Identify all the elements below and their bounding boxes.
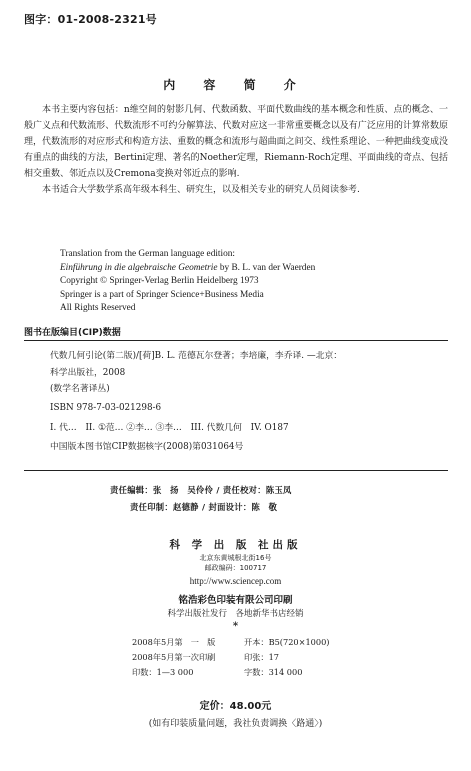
cip-classification: I. 代… II. ①范… ②李… ③李… III. 代数几何 IV. O187: [50, 423, 289, 433]
copyright-line: Copyright © Springer-Verlag Berlin Heidelberg 1973: [60, 276, 259, 286]
summary-paragraph-1: 本书主要内容包括：n维空间的射影几何、代数函数、平面代数曲线的基本概念和性质、点的概念、一般广义点和代数流形、代数流形不可约分解算法、代数对应这一非常重要概念以及有广泛应用的计算常数原理，代数流形的对应形式和构造方法、重数的概念和流形与超曲面之间交、线性系理论、一种把曲线变成没有重点的曲线的方法，Bertini定理、著名的Noether定理，Riemann-Roch定理、平面曲线的奇点、包括相交重数、邻近点以及Cremona变换对邻近点的影响.: [24, 105, 448, 179]
edition-date: 2008年5月第 一 版: [132, 637, 216, 647]
cip-line-2: 科学出版社，2008: [50, 368, 126, 378]
publisher-postcode: 邮政编码：100717: [204, 564, 267, 572]
printer-name: 铭浩彩色印装有限公司印刷: [178, 595, 293, 606]
cip-heading: 图书在版编目(CIP)数据: [24, 328, 121, 338]
cip-divider-top: [24, 340, 448, 341]
translation-line-1: Translation from the German language edition:: [60, 249, 235, 259]
summary-paragraph-2: 本书适合大学数学系高年级本科生、研究生，以及相关专业的研究人员阅读参考.: [42, 185, 360, 195]
printing-date: 2008年5月第一次印刷: [132, 652, 216, 662]
separator-star: *: [232, 621, 239, 632]
original-author: by B. L. van der Waerden: [217, 262, 316, 273]
publisher-name: 科 学 出 版 社出版: [169, 539, 302, 551]
responsibility-line-1: 责任编辑：张 扬 吴伶伶 / 责任校对：陈玉凤: [110, 485, 292, 495]
rights-line: All Rights Reserved: [60, 303, 136, 313]
cip-divider-bottom: [24, 470, 448, 471]
cip-line-3: (数学名著译丛): [50, 384, 110, 394]
price: 定价：48.00元: [199, 701, 272, 712]
cip-line-1: 代数几何引论(第二版)/[荷]B. L. 范德瓦尔登著；李培廉，李乔译. —北京：: [50, 351, 343, 361]
cip-isbn: ISBN 978-7-03-021298-6: [50, 403, 162, 413]
page-title: 内 容 简 介: [163, 78, 308, 92]
translation-notice: [60, 248, 315, 316]
print-run: 印数：1—3 000: [132, 667, 194, 677]
sheet-count: 印张：17: [244, 652, 279, 662]
distribution-line: 科学出版社发行 各地新华书店经销: [167, 609, 304, 619]
cip-record-number: 中国版本图书馆CIP数据核字(2008)第031064号: [50, 442, 244, 452]
responsibility-line-2: 责任印制：赵德静 / 封面设计：陈 敬: [130, 502, 278, 512]
publisher-url: http://www.sciencep.com: [189, 576, 282, 586]
registration-number: 图字：01-2008-2321号: [24, 13, 157, 26]
publisher-address: 北京东黄城根北街16号: [199, 554, 272, 562]
content-summary: [24, 102, 448, 198]
original-title: Einführung in die algebraische Geometrie: [60, 262, 218, 273]
word-count: 字数：314 000: [244, 667, 303, 677]
translation-line-2: [60, 262, 315, 276]
quality-note: (如有印装质量问题，我社负责调换〈路通〉): [148, 719, 323, 729]
springer-line: Springer is a part of Springer Science+Business Media: [60, 289, 264, 300]
format-size: 开本：B5(720×1000): [244, 637, 330, 647]
